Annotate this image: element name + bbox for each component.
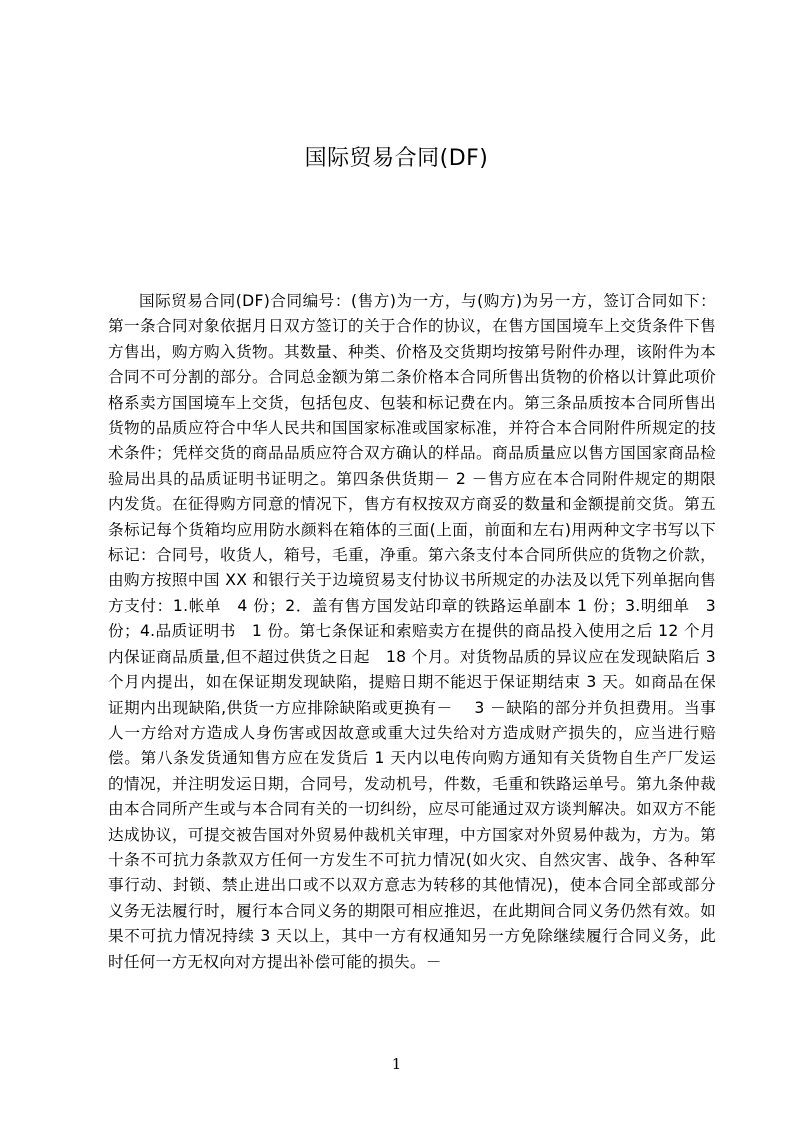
contract-body-paragraph: 国际贸易合同(DF)合同编号：(售方)为一方，与(购方)为另一方，签订合同如下：第一条合同对象依据月日双方签订的关于合作的协议，在售方国国境车上交货条件下售方售出，购方购入货物。其数量、种类、价格及交货期均按第号附件办理，该附件为本合同不可分割的部分。合同总金额为第二条价格本合同所售出货物的价格以计算此项价格系卖方国国境车上交货，包括包皮、包装和标记费在内。第三条品质按本合同所售出货物的品质应符合中华人民共和国国家标准或国家标准，并符合本合同附件所规定的技术条件；凭样交货的商品品质应符合双方确认的样品。商品质量应以售方国国家商品检验局出具的品质证明书证明之。第四条供货期－ 2 －售方应在本合同附件规定的期限内发货。在征得购方同意的情况下，售方有权按双方商妥的数量和金额提前交货。第五条标记每个货箱均应用防水颜料在箱体的三面(上面，前面和左右)用两种文字书写以下标记：合同号，收货人，箱号，毛重，净重。第六条支付本合同所供应的货物之价款，由购方按照中国 XX 和银行关于边境贸易支付协议书所规定的办法及以凭下列单据向售方支付：1.帐单 4 份；2．盖有售方国发站印章的铁路运单副本 1 份；3.明细单 3 份；4.品质证明书 1 份。第七条保证和索赔卖方在提供的商品投入使用之后 12 个月内保证商品质量,但不超过供货之日起 18 个月。对货物品质的异议应在发现缺陷后 3 个月内提出，如在保证期发现缺陷，提赔日期不能迟于保证期结束 3 天。如商品在保证期内出现缺陷,供货一方应排除缺陷或更换有－ 3 －缺陷的部分并负担费用。当事人一方给对方造成人身伤害或因故意或重大过失给对方造成财产损失的，应当进行赔偿。第八条发货通知售方应在发货后 1 天内以电传向购方通知有关货物自生产厂发运的情况，并注明发运日期，合同号，发动机号，件数，毛重和铁路运单号。第九条仲裁由本合同所产生或与本合同有关的一切纠纷，应尽可能通过双方谈判解决。如双方不能达成协议，可提交被告国对外贸易仲裁机关审理，中方国家对外贸易仲裁为，方为。第十条不可抗力条款双方任何一方发生不可抗力情况(如火灾、自然灾害、战争、各种军事行动、封锁、禁止进出口或不以双方意志为转移的其他情况)，使本合同全部或部分义务无法履行时，履行本合同义务的期限可相应推迟，在此期间合同义务仍然有效。如果不可抗力情况持续 3 天以上，其中一方有权通知另一方免除继续履行合同义务，此时任何一方无权向对方提出补偿可能的损失。－ xyxy=(108,292,716,971)
document-title: 国际贸易合同(DF) xyxy=(304,146,489,171)
page-number: 1 xyxy=(391,1055,402,1073)
